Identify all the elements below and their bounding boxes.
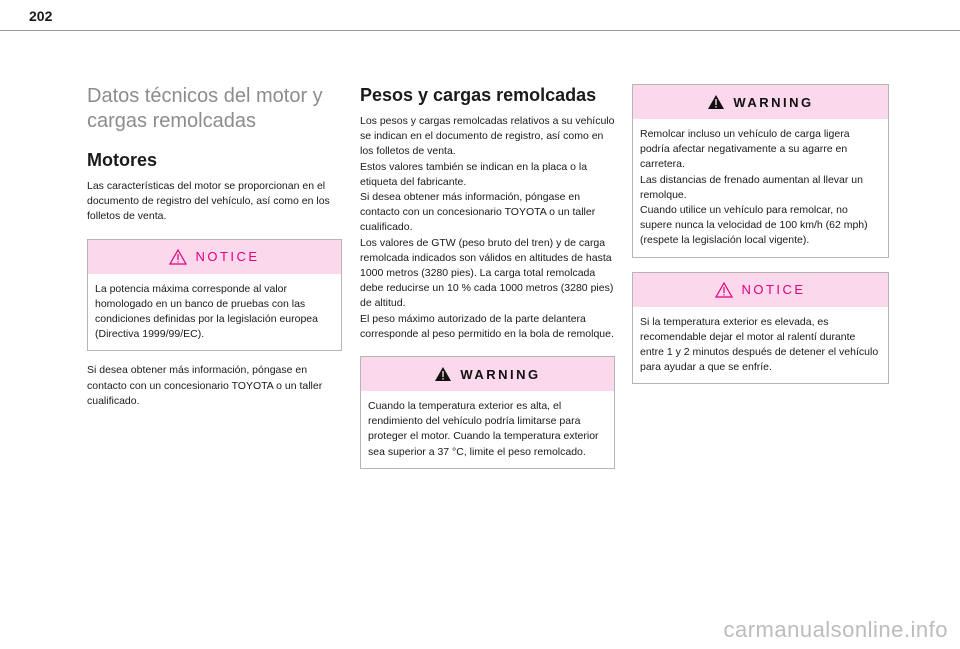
notice-header xyxy=(88,240,341,274)
caution-triangle-icon xyxy=(715,282,733,298)
warning-text: Remolcar incluso un vehículo de carga ligera podría afectar negativamente a su agarre en carretera. xyxy=(640,128,850,171)
caution-triangle-icon xyxy=(169,249,187,265)
section-title-motores: Motores xyxy=(87,150,158,170)
warning-label: WARNING xyxy=(460,366,541,382)
warning-box-remolque xyxy=(632,84,889,258)
header-rule xyxy=(0,30,960,31)
page-number: 202 xyxy=(29,8,53,24)
chapter-title-line-1: Datos técnicos del motor y xyxy=(87,85,323,107)
chapter-title xyxy=(87,84,342,134)
notice-label: NOTICE xyxy=(195,249,260,265)
pesos-paragraph: El peso máximo autorizado de la parte delantera corresponde al peso permitido en la bola de remolque. xyxy=(360,312,614,340)
chapter-title-line-2: cargas remolcadas xyxy=(87,110,256,132)
notice-box-potencia xyxy=(87,239,342,352)
column-2 xyxy=(360,84,615,469)
notice-header xyxy=(633,273,888,307)
notice-label: NOTICE xyxy=(741,282,806,298)
notice-text: La potencia máxima corresponde al valor homologado en un banco de pruebas con las condiciones definidas por la legislación europea (Directiva 1999/99/EC). xyxy=(95,282,318,341)
warning-header xyxy=(633,85,888,119)
warning-text: Cuando la temperatura exterior es alta, el rendimiento del vehículo podría limitarse para proteger el motor. Cuando la temperatura exterior sea superior a 37 °C, limite el peso remolcado. xyxy=(368,400,599,458)
pesos-paragraph: Estos valores también se indican en la placa o la etiqueta del fabricante. xyxy=(360,160,588,188)
column-3 xyxy=(632,84,889,384)
warning-box-temperatura xyxy=(360,356,615,469)
warning-triangle-icon xyxy=(434,366,452,382)
warning-label: WARNING xyxy=(733,94,814,110)
section-title-pesos: Pesos y cargas remolcadas xyxy=(360,85,597,105)
column-1 xyxy=(87,84,342,409)
warning-text: Cuando utilice un vehículo para remolcar, no supere nunca la velocidad de 100 km/h (62 mph) (respete la legislación local vigente). xyxy=(640,204,868,247)
warning-triangle-icon xyxy=(707,94,725,110)
pesos-paragraph: Los valores de GTW (peso bruto del tren) y de carga remolcada indicados son válidos en altitudes de hasta 1000 metros (3280 pies). La carga total remolcada debe reducirse un 10 % cada 1000 metros (3280 pies) de altitud. xyxy=(360,236,614,310)
motores-outro: Si desea obtener más información, póngase en contacto con un concesionario TOYOTA o un taller cualificado. xyxy=(87,364,323,407)
motores-intro: Las características del motor se proporcionan en el documento de registro del vehículo, así como en los folletos de venta. xyxy=(87,180,330,223)
watermark: carmanualsonline.info xyxy=(723,617,948,642)
pesos-paragraph: Si desea obtener más información, póngase en contacto con un concesionario TOYOTA o un taller cualificado. xyxy=(360,191,596,234)
notice-text: Si la temperatura exterior es elevada, es recomendable dejar el motor al ralentí durante entre 1 y 2 minutos después de detener el vehículo para ayudar a que se enfríe. xyxy=(640,315,879,374)
pesos-paragraph: Los pesos y cargas remolcadas relativos a su vehículo se indican en el documento de registro, así como en los folletos de venta. xyxy=(360,115,615,158)
notice-box-temperatura xyxy=(632,272,889,385)
warning-header xyxy=(361,357,614,391)
warning-text: Las distancias de frenado aumentan al llevar un remolque. xyxy=(640,173,863,201)
